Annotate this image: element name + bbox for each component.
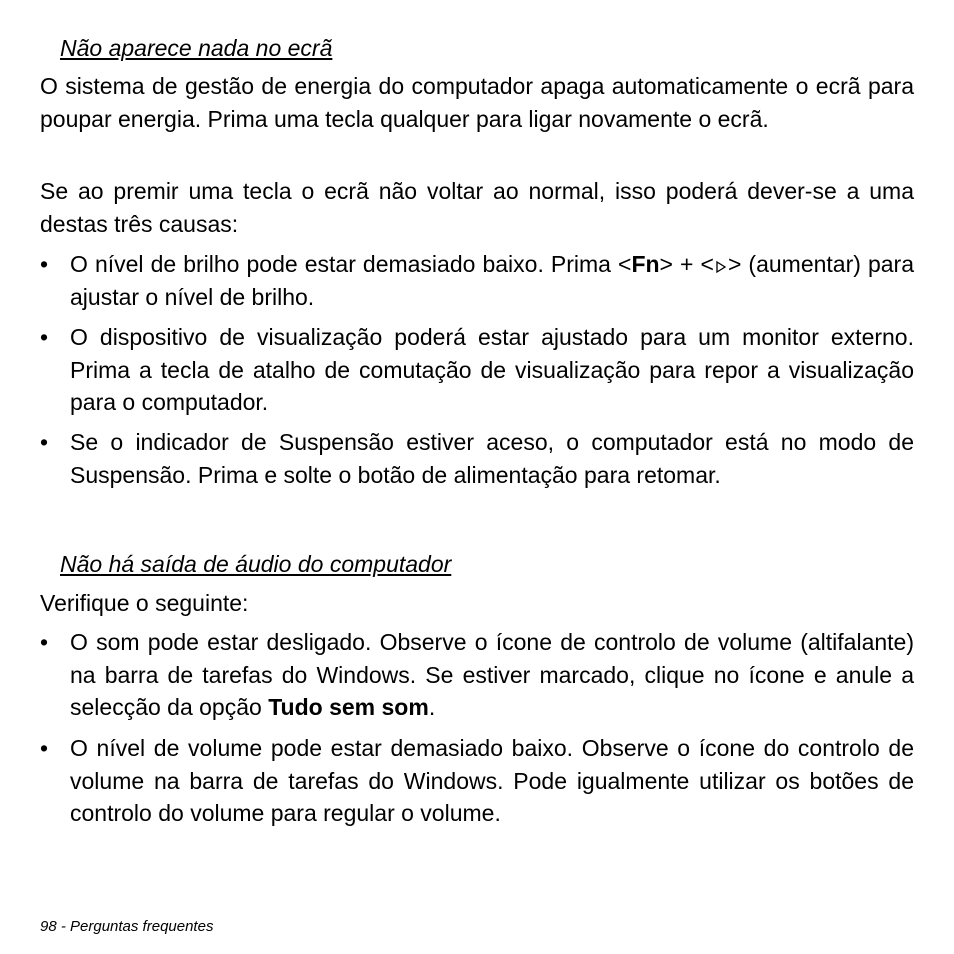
brightness-up-icon xyxy=(714,252,728,270)
list-item-text: Se o indicador de Suspensão estiver aceso, o computador está no modo de Suspensão. Prima e solte o botão de alimentação para retomar. xyxy=(70,429,914,488)
paragraph-possible-causes: Se ao premir uma tecla o ecrã não voltar ao normal, isso poderá dever-se a uma destas três causas: xyxy=(40,178,914,237)
list-item-text: O som pode estar desligado. Observe o ícone de controlo de volume (altifalante) na barra de tarefas do Windows. Se estiver marcado, clique no ícone e anule a selecção da opção Tudo sem som. xyxy=(70,629,914,720)
list-item xyxy=(40,626,914,724)
paragraph-power-management: O sistema de gestão de energia do computador apaga automaticamente o ecrã para poupar energia. Prima uma tecla qualquer para ligar novamente o ecrã. xyxy=(40,73,914,132)
paragraph-check-following: Verifique o seguinte: xyxy=(40,590,249,616)
list-item-text: O nível de brilho pode estar demasiado baixo. Prima <Fn> + < > (aumentar) para ajustar o nível de brilho. xyxy=(70,251,915,310)
list-item xyxy=(40,321,914,419)
list-item-text: O nível de volume pode estar demasiado baixo. Observe o ícone do controlo de volume na barra de tarefas do Windows. Pode igualmente utilizar os botões de controlo do volume para regular o volume. xyxy=(70,735,914,826)
section-heading-no-display: Não aparece nada no ecrã xyxy=(60,35,333,61)
section-heading-no-audio: Não há saída de áudio do computador xyxy=(60,551,452,577)
bullet-marker: • xyxy=(40,429,49,455)
key-fn: Fn xyxy=(631,251,660,277)
list-item xyxy=(40,732,914,830)
option-name: Tudo sem som xyxy=(268,694,429,720)
bullet-marker: • xyxy=(40,324,49,350)
bullet-marker: • xyxy=(40,735,49,761)
list-item-text: O dispositivo de visualização poderá estar ajustado para um monitor externo. Prima a tecla de atalho de comutação de visualização para repor a visualização para o computador. xyxy=(70,324,914,415)
bullet-marker: • xyxy=(40,629,49,655)
page-footer: 98 - Perguntas frequentes xyxy=(40,918,214,935)
list-item xyxy=(40,426,914,491)
list-item xyxy=(40,248,914,313)
bullet-marker: • xyxy=(40,251,49,277)
